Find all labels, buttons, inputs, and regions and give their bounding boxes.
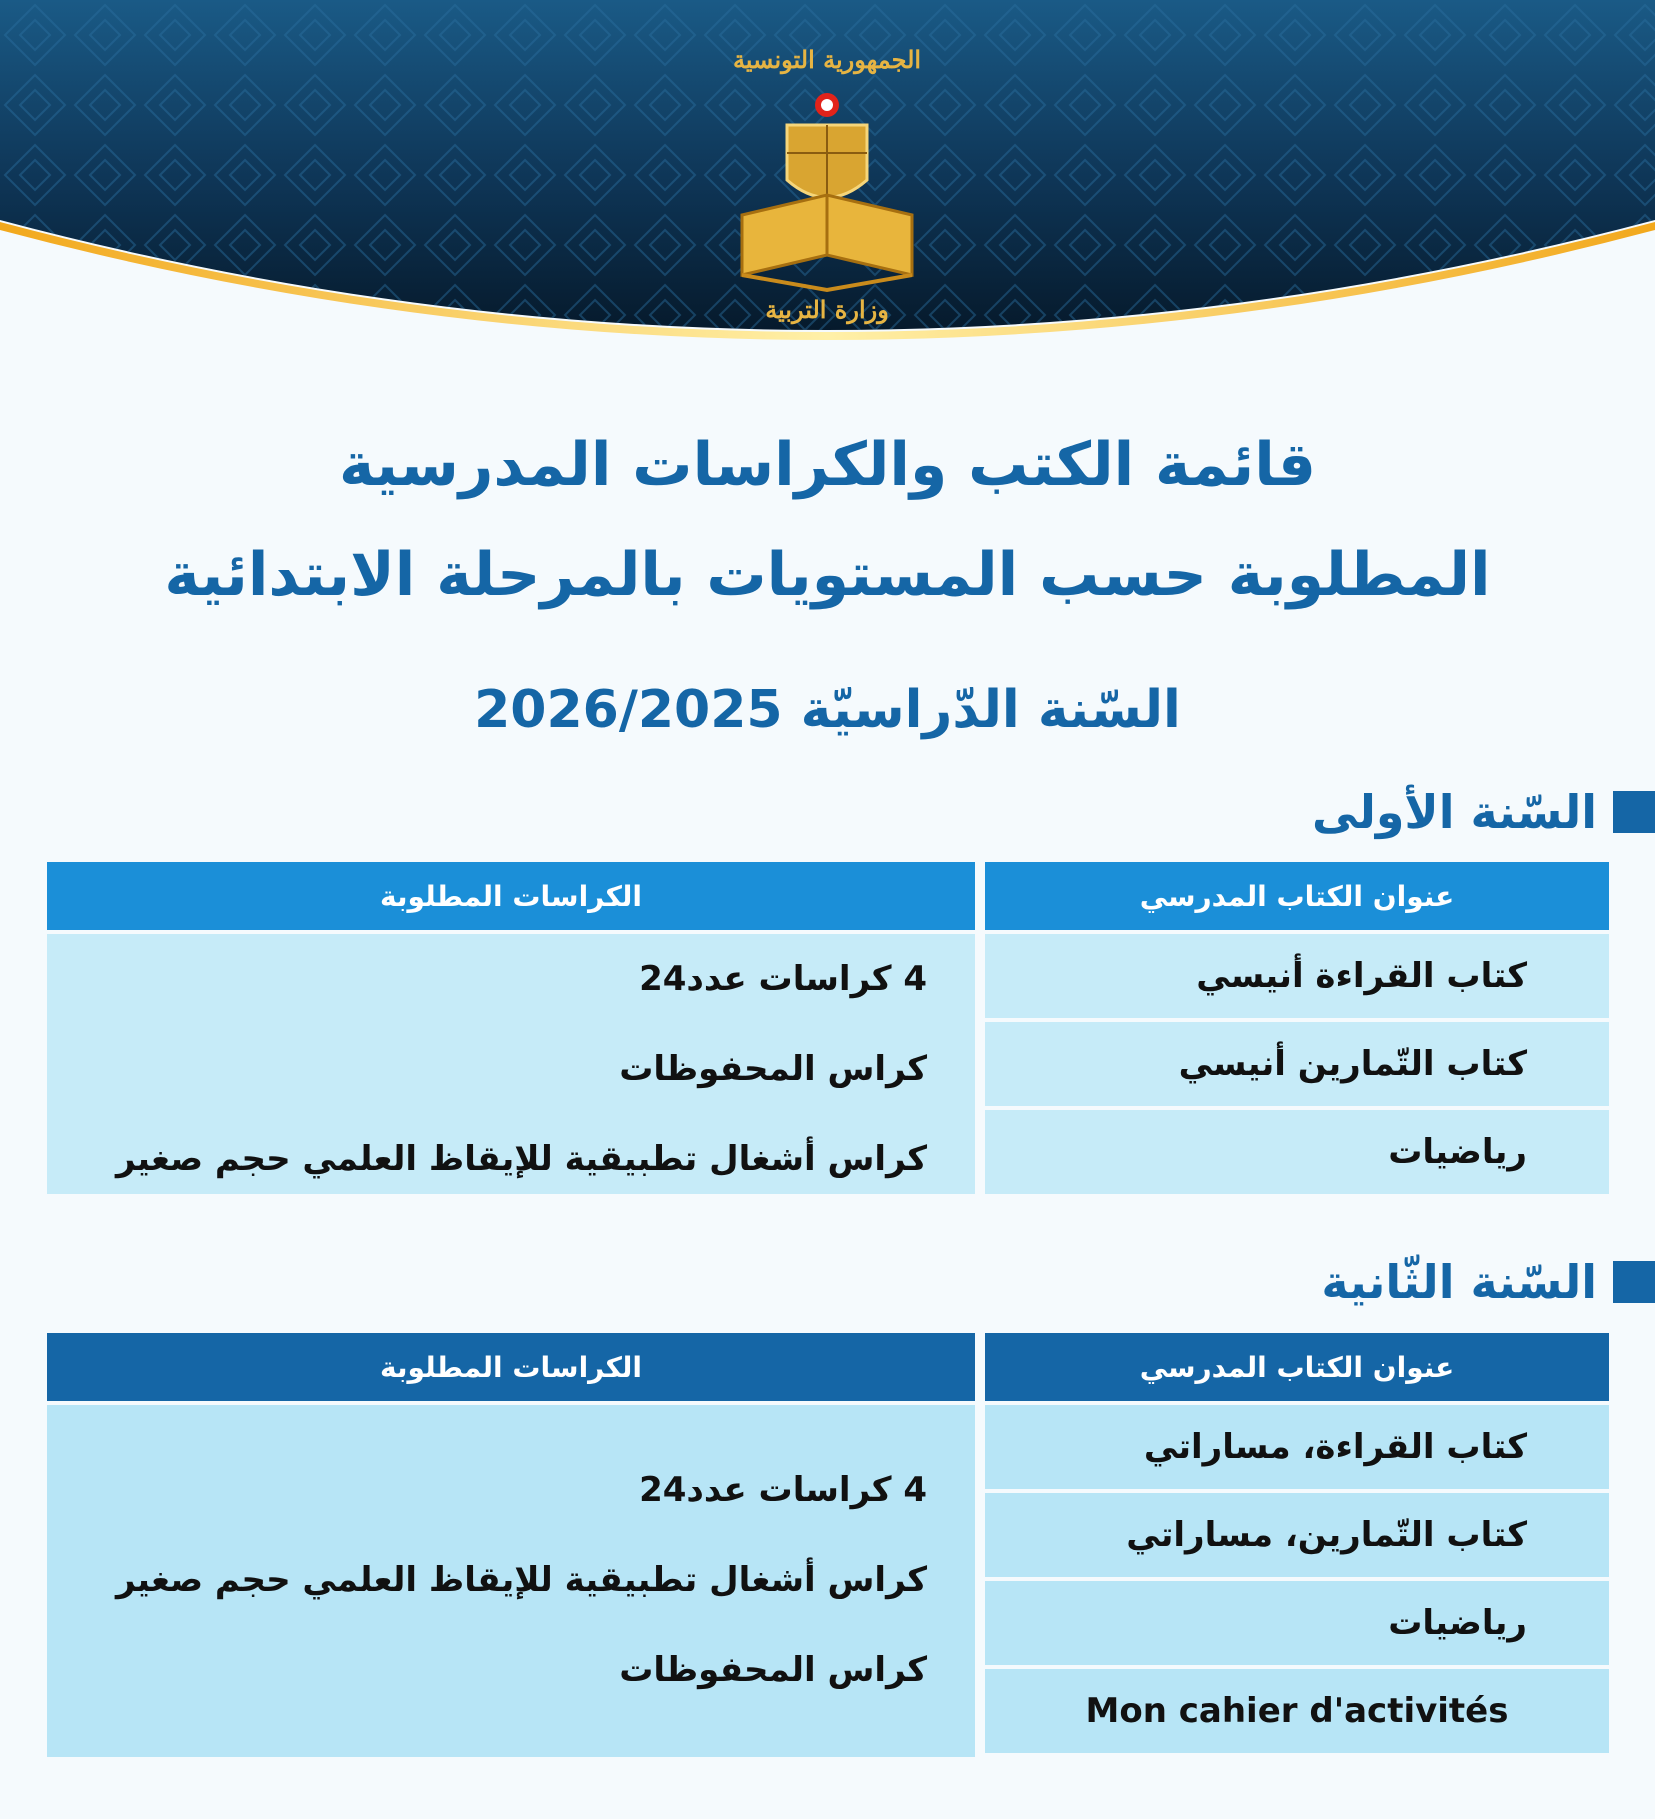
books-header: عنوان الكتاب المدرسي: [985, 1333, 1609, 1401]
book-row: كتاب التّمارين، مساراتي: [985, 1493, 1609, 1577]
books-column: [985, 1333, 1609, 1753]
section-marker: [1613, 1261, 1655, 1303]
notebooks-column: [47, 1333, 975, 1757]
book-row: كتاب التّمارين أنيسي: [985, 1022, 1609, 1106]
section-heading-first-year: [1312, 782, 1655, 842]
emblem-top-text: الجمهورية التونسية: [732, 45, 922, 74]
book-row: رياضيات: [985, 1581, 1609, 1665]
section-marker: [1613, 791, 1655, 833]
books-header: عنوان الكتاب المدرسي: [985, 862, 1609, 930]
ministry-emblem: [727, 45, 927, 335]
notebooks-header: الكراسات المطلوبة: [47, 1333, 975, 1401]
notebook-item: 4 كراسات عدد24: [639, 959, 927, 999]
notebook-item: 4 كراسات عدد24: [639, 1470, 927, 1510]
page-title-line2: المطلوبة حسب المستويات بالمرحلة الابتدائية: [164, 540, 1491, 610]
notebooks-column: [47, 862, 975, 1194]
notebook-item: كراس المحفوظات: [619, 1049, 927, 1089]
section-heading-second-year: [1321, 1252, 1655, 1312]
emblem-icon: [727, 85, 927, 295]
book-row: Mon cahier d'activités: [985, 1669, 1609, 1753]
notebooks-header: الكراسات المطلوبة: [47, 862, 975, 930]
notebooks-list: [47, 934, 975, 1194]
books-column: [985, 862, 1609, 1194]
notebook-item: كراس أشغال تطبيقية للإيقاظ العلمي حجم صغير: [115, 1139, 927, 1179]
section-title: السّنة الأولى: [1312, 785, 1597, 839]
section-title: السّنة الثّانية: [1321, 1255, 1597, 1309]
school-year: السّنة الدّراسيّة 2026/2025: [474, 680, 1181, 740]
book-row: كتاب القراءة، مساراتي: [985, 1405, 1609, 1489]
notebook-item: كراس المحفوظات: [619, 1650, 927, 1690]
notebook-item: كراس أشغال تطبيقية للإيقاظ العلمي حجم صغير: [115, 1560, 927, 1600]
notebooks-list: [47, 1405, 975, 1757]
page-title-line1: قائمة الكتب والكراسات المدرسية: [338, 430, 1317, 500]
emblem-bottom-text: وزارة التربية: [765, 295, 889, 324]
book-row: كتاب القراءة أنيسي: [985, 934, 1609, 1018]
book-row: رياضيات: [985, 1110, 1609, 1194]
table-second-year: [47, 1333, 1609, 1757]
table-first-year: [47, 862, 1609, 1198]
header-banner: [0, 0, 1655, 380]
